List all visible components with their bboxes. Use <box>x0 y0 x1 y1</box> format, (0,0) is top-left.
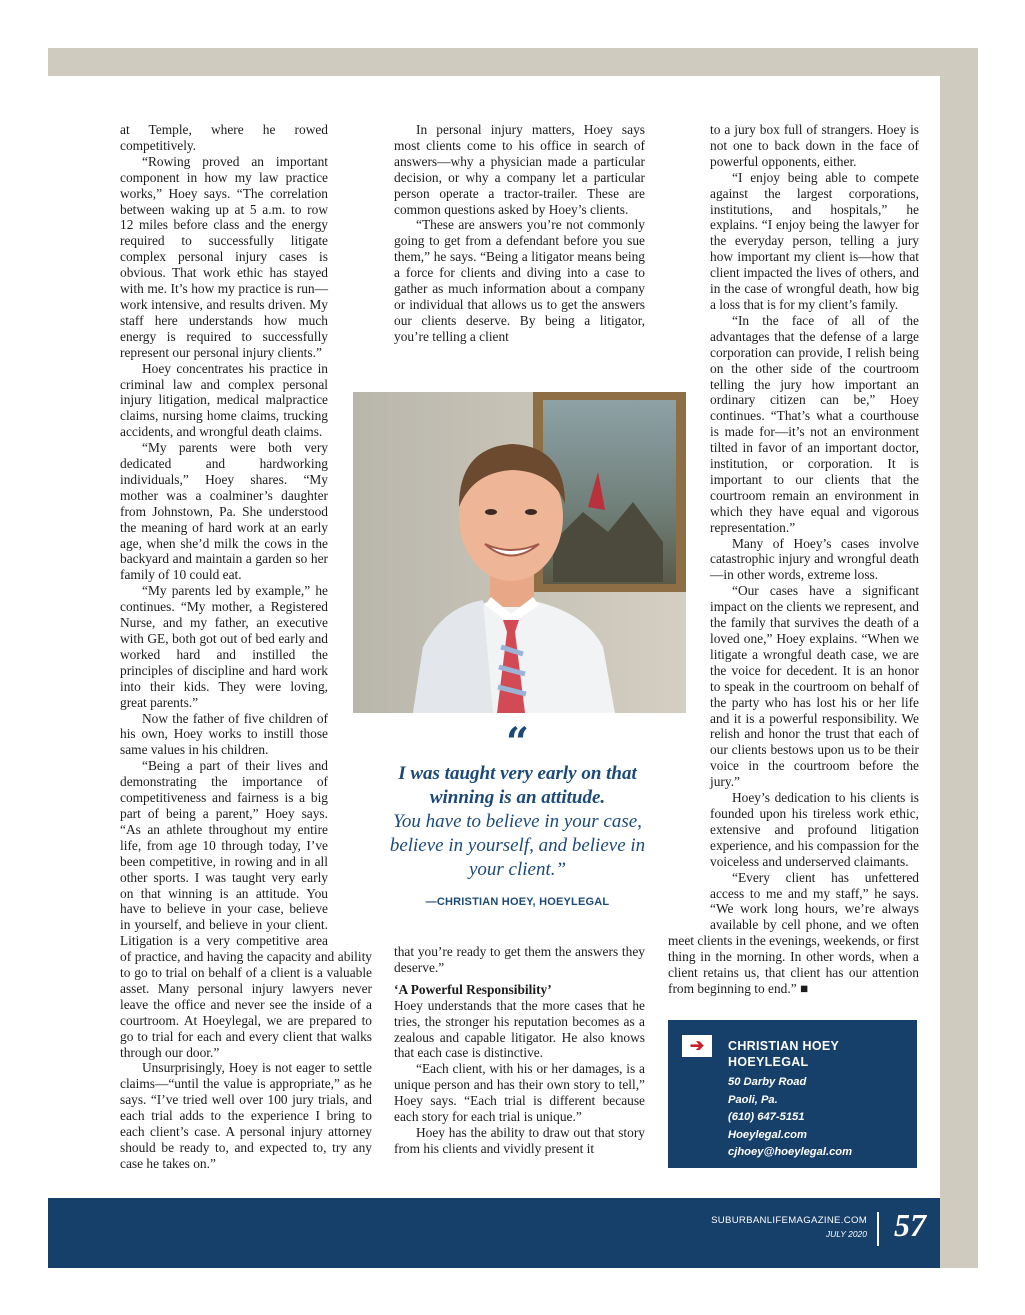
paragraph: “I enjoy being able to compete against the largest corporations, institutions, and hospitals,” he explains. “I enjoy being the lawyer for the everyday person, telling a jury how important my client is—how that client impacted the lives of others, and in the case of wrongful death, how big a loss that is for my client’s family. <box>710 169 919 312</box>
article-column-1 <box>120 122 372 1172</box>
paragraph: “In the face of all of the advantages that the defense of a large corporation can provide, I relish being on the other side of the courtroom telling the jury how important an ordinary citizen can be,” Hoey continues. “That’s what a courthouse is made for—it’s not an environment tilted in favor of an important doctor, institution, or corporation. It is important to our clients that the courtroom remain an environment in which they have equal and vigorous representation.” <box>710 312 919 535</box>
article-column-2-bottom <box>394 944 645 1157</box>
paragraph: “Our cases have a significant impact on the clients we represent, and the family that survives the death of a loved one,” Hoey explains. “When we litigate a wrongful death case, we are the voice for decedent. It is an honor to speak in the courtroom on behalf of the party who has lost his or her life and it is a powerful responsibility. We relish and honor the trust that each of our clients bestows upon us to be their voice in the courtroom before the jury.” <box>710 583 919 790</box>
paragraph: “Rowing proved an important component in how my law practice works,” Hoey says. “The correlation between waking up at 5 a.m. to row 12 miles before class and the energy required to successfully litigate complex personal injury cases is obvious. That work ethic has stayed with me. It’s how my practice is run—work intensive, and results driven. My staff here understands how much energy is required to successfully represent our personal injury clients.” <box>120 153 328 360</box>
paragraph: In personal injury matters, Hoey says most clients come to his office in search of answers—why a physician made a particular decision, or why a company let a particular person operate a tractor-trailer. These are common questions asked by Hoey’s clients. <box>394 122 645 217</box>
page-footer <box>48 1198 940 1268</box>
pull-quote-emphasis: I was taught very early on that winning is an attitude. <box>398 763 637 808</box>
paragraph: “My parents were both very dedicated and hardworking individuals,” Hoey shares. “My mother was a coalminer’s daughter from Johnstown, Pa. She understood the meaning of hard work at an early age, when she’d milk the cows in the backyard and maintain a garden so her family of 10 could eat. <box>120 440 328 583</box>
contact-address-line2: Paoli, Pa. <box>728 1093 778 1106</box>
paragraph: “Every client has unfettered access to me and my staff,” he says. “We work long hours, we’re always available by cell phone, and we often meet clients in the evenings, weekends, or first thing in the morning. In other words, when a client retains us, that client has our attention from beginning to end.” ■ <box>668 869 920 996</box>
portrait-illustration <box>353 392 686 713</box>
paragraph: Hoey concentrates his practice in criminal law and complex personal injury litigation, medical malpractice claims, nursing home claims, trucking accidents, and wrongful death claims. <box>120 360 328 440</box>
paragraph: “My parents led by example,” he continues. “My mother, a Registered Nurse, and my father, an executive with GE, both got out of bed early and worked hard and instilled the principles of discipline and hard work into their kids. They were loving, great parents.” <box>120 583 328 710</box>
contact-details <box>728 1074 852 1162</box>
pull-quote-attribution: —CHRISTIAN HOEY, HOEYLEGAL <box>425 896 610 908</box>
article-column-3 <box>668 122 919 997</box>
paragraph: Unsurprisingly, Hoey is not eager to settle claims—“until the value is appropriate,” as he says. “I’ve tried well over 100 jury trials, and each trial adds to the experience I bring to each client’s case. A personal injury attorney should be ready to, and expected to, try any case he takes on.” <box>120 1060 372 1171</box>
paragraph: “Being a part of their lives and demonstrating the importance of competitiveness and fairness is a big part of being a parent,” Hoey says. “As an athlete throughout my entire life, from age 10 through today, I’ve been competitive, in rowing and in all other sports. I was taught very early on that winning is an attitude. You have to believe in your case, believe in yourself, and believe in your client. Litigation is a very competitive area of practice, and having the capacity and ability to go to trial on behalf of a client is a valuable asset. Many personal injury lawyers never leave the office and never see the inside of a courtroom. At Hoeylegal, we are prepared to go to trial for each and every client that walks through our door.” <box>120 758 372 1060</box>
contact-address-line1: 50 Darby Road <box>728 1076 807 1088</box>
article-column-2-top <box>394 122 645 345</box>
page-frame-right <box>940 48 978 1268</box>
paragraph: Hoey’s dedication to his clients is founded upon his tireless work ethic, extensive and profound litigation experience, and his compassion for the voiceless and underserved claimants. <box>710 790 919 869</box>
paragraph: Now the father of five children of his own, Hoey works to instill those same values in his children. <box>120 710 328 758</box>
paragraph: Hoey understands that the more cases that he tries, the stronger his reputation becomes as a zealous and capable litigator. He also knows that each case is distinctive. <box>394 997 645 1061</box>
paragraph: at Temple, where he rowed competitively. <box>120 122 328 153</box>
contact-website-link[interactable]: Hoeylegal.com <box>728 1128 807 1141</box>
paragraph: to a jury box full of strangers. Hoey is not one to back down in the face of powerful opponents, either. <box>710 122 919 169</box>
contact-box <box>668 1020 917 1168</box>
paragraph: Many of Hoey’s cases involve catastrophic injury and wrongful death—in other words, extreme loss. <box>710 535 919 583</box>
contact-firm: HOEYLEGAL <box>728 1055 809 1069</box>
contact-heading <box>728 1038 839 1070</box>
contact-name: CHRISTIAN HOEY <box>728 1039 840 1053</box>
footer-divider <box>877 1212 879 1246</box>
paragraph: “Each client, with his or her damages, is a unique person and has their own story to tell,” Hoey says. “Each trial is different because each story for each trial is unique.” <box>394 1061 645 1125</box>
pull-quote-body: You have to believe in your case, believe in yourself, and believe in your client.” <box>389 811 646 880</box>
page-number: 57 <box>894 1207 926 1243</box>
paragraph: “These are answers you’re not commonly going to get from a defendant before you sue them,” he says. “Being a litigator means being a force for clients and diving into a case to gather as much information about a company or individual that allows us to get the answers our clients deserve. By being a litigator, you’re telling a client <box>394 217 645 344</box>
paragraph: that you’re ready to get them the answers they deserve.” <box>394 944 645 975</box>
contact-phone: (610) 647-5151 <box>728 1111 805 1123</box>
footer-website: SUBURBANLIFEMAGAZINE.COM <box>711 1215 867 1226</box>
contact-email-link[interactable]: cjhoey@hoeylegal.com <box>728 1146 853 1158</box>
footer-issue-date: JULY 2020 <box>825 1229 867 1239</box>
quote-mark-icon: “ <box>505 719 529 766</box>
arrow-right-icon: ➔ <box>682 1035 712 1057</box>
pull-quote <box>375 719 660 908</box>
portrait-photo <box>353 392 686 713</box>
paragraph: Hoey has the ability to draw out that story from his clients and vividly present it <box>394 1124 645 1156</box>
page-frame-top <box>48 48 978 76</box>
subhead: ‘A Powerful Responsibility’ <box>394 981 552 997</box>
